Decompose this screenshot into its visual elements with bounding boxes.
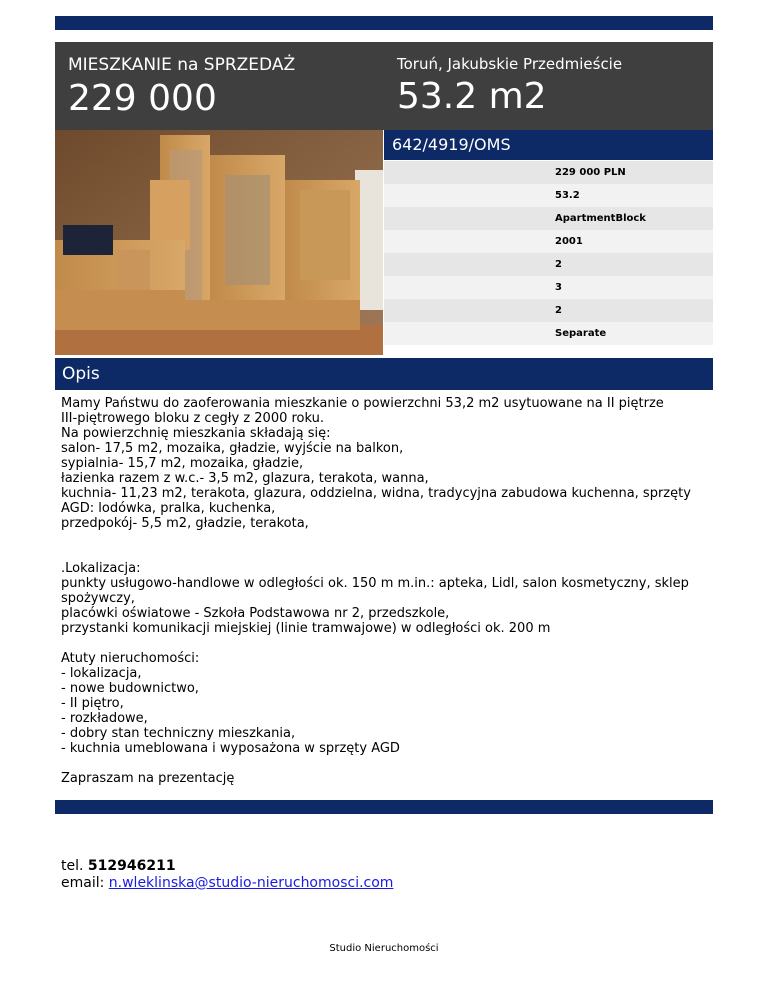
description-line: przystanki komunikacji miejskiej (linie tramwajowe) w odległości ok. 200 m — [61, 621, 551, 636]
bottom-accent-bar — [55, 800, 713, 814]
description-line: spożywczy, — [61, 591, 135, 606]
detail-price: 229 000 PLN — [384, 161, 713, 184]
phone-label: tel. — [61, 858, 84, 874]
detail-building-type: ApartmentBlock — [384, 207, 713, 230]
description-line: punkty usługowo-handlowe w odległości ok. 150 m m.in.: apteka, Lidl, salon kosmetyczny, sklep — [61, 576, 689, 591]
email-label: email: — [61, 875, 105, 891]
description-line: - nowe budownictwo, — [61, 681, 199, 696]
price: 229 000 — [68, 78, 217, 119]
description-paragraph — [61, 651, 711, 756]
phone-number: 512946211 — [87, 858, 176, 874]
description-paragraph — [61, 771, 711, 786]
footer-agency: Studio Nieruchomości — [329, 943, 439, 954]
description-line: - rozkładowe, — [61, 711, 148, 726]
listing-details-table — [384, 161, 713, 345]
header-right — [397, 54, 622, 118]
description-line: AGD: lodówka, pralka, kuchenka, — [61, 501, 276, 516]
header-left — [68, 54, 295, 120]
detail-value-5: 2 — [384, 253, 713, 276]
description-heading: Opis — [55, 358, 713, 390]
listing-reference: 642/4919/OMS — [384, 130, 713, 160]
description-body — [61, 396, 711, 786]
detail-kitchen-type: Separate — [384, 322, 713, 345]
description-line: salon- 17,5 m2, mozaika, gładzie, wyjście na balkon, — [61, 441, 404, 456]
detail-area: 53.2 — [384, 184, 713, 207]
description-line: Na powierzchnię mieszkania składają się: — [61, 426, 331, 441]
description-line: - lokalizacja, — [61, 666, 142, 681]
offer-type: MIESZKANIE na SPRZEDAŻ — [68, 55, 296, 75]
description-line: Zapraszam na prezentację — [61, 771, 235, 786]
detail-year: 2001 — [384, 230, 713, 253]
description-line: - dobry stan techniczny mieszkania, — [61, 726, 296, 741]
description-line: przedpokój- 5,5 m2, gładzie, terakota, — [61, 516, 309, 531]
phone-line — [61, 858, 393, 875]
description-line: kuchnia- 11,23 m2, terakota, glazura, oddzielna, widna, tradycyjna zabudowa kuchenna, sprzęty — [61, 486, 691, 501]
description-line: Mamy Państwu do zaoferowania mieszkanie o powierzchni 53,2 m2 usytuowane na II piętrze — [61, 396, 664, 411]
email-line — [61, 875, 393, 892]
description-paragraph — [61, 561, 711, 636]
location: Toruń, Jakubskie Przedmieście — [397, 55, 623, 73]
listing-header — [55, 42, 713, 130]
description-line: placówki oświatowe - Szkoła Podstawowa nr 2, przedszkole, — [61, 606, 450, 621]
description-line: sypialnia- 15,7 m2, mozaika, gładzie, — [61, 456, 304, 471]
apartment-photo — [55, 130, 383, 355]
detail-value-6: 3 — [384, 276, 713, 299]
description-line: Atuty nieruchomości: — [61, 651, 200, 666]
detail-value-7: 2 — [384, 299, 713, 322]
description-paragraph — [61, 396, 711, 531]
area: 53.2 m2 — [397, 76, 547, 117]
description-line: - II piętro, — [61, 696, 124, 711]
email-link[interactable]: n.wleklinska@studio-nieruchomosci.com — [108, 875, 394, 891]
description-line: łazienka razem z w.c.- 3,5 m2, glazura, terakota, wanna, — [61, 471, 429, 486]
top-accent-bar — [55, 16, 713, 30]
description-line: .Lokalizacja: — [61, 561, 141, 576]
description-line: III-piętrowego bloku z cegły z 2000 roku. — [61, 411, 325, 426]
description-line: - kuchnia umeblowana i wyposażona w sprzęty AGD — [61, 741, 400, 756]
contact-info — [61, 858, 393, 892]
